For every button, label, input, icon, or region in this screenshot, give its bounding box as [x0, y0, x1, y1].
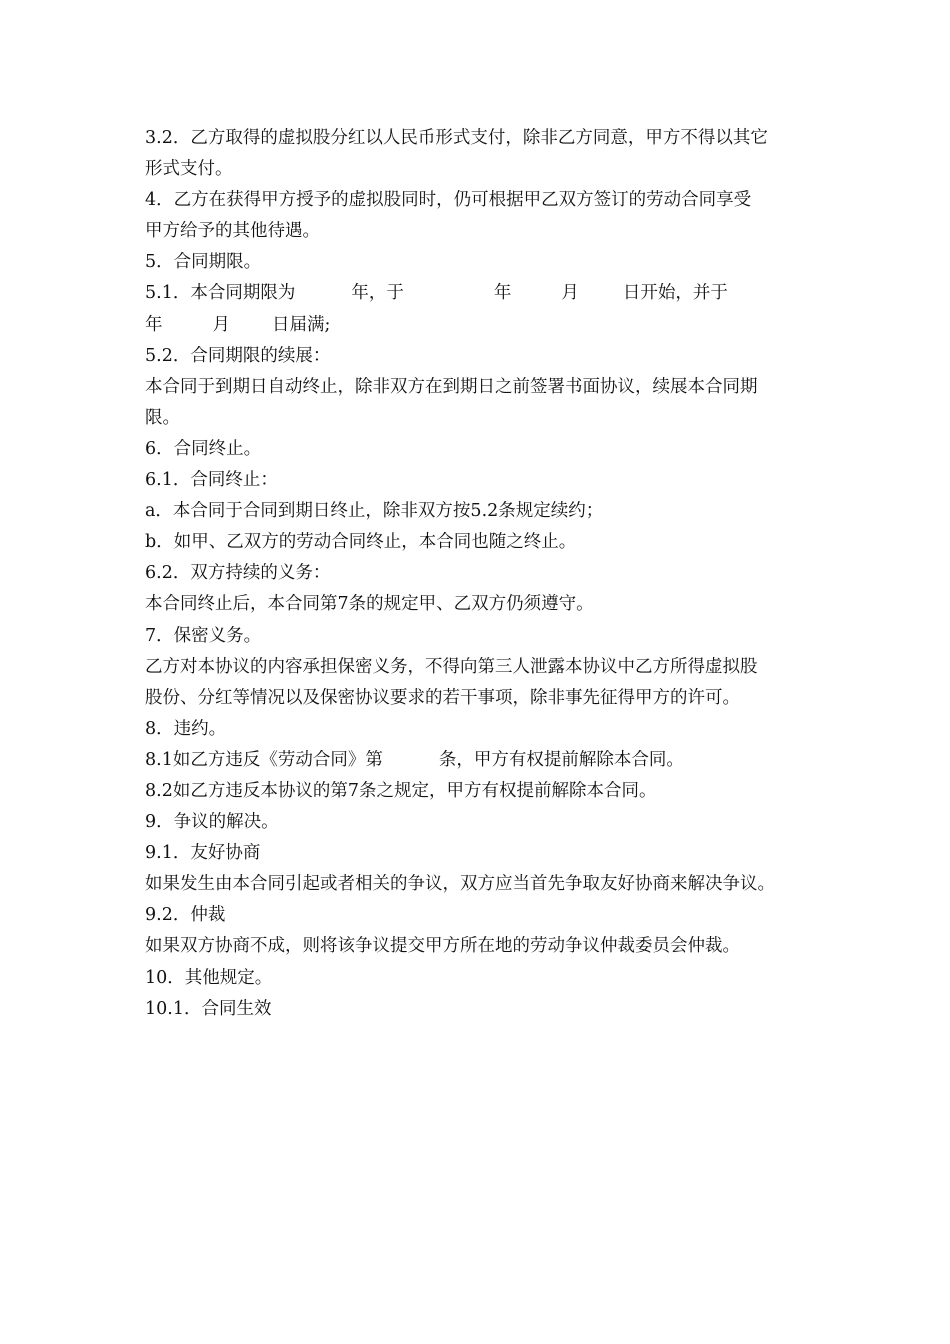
section-heading: 9．争议的解决。: [145, 812, 279, 833]
term-end-day: 日届满;: [272, 314, 331, 335]
paragraph-line: 9.2．仲裁: [145, 905, 226, 926]
paragraph-line: 如果发生由本合同引起或者相关的争议，双方应当首先争取友好协商来解决争议。: [145, 874, 775, 895]
term-prefix: 5.1．本合同期限为: [145, 283, 296, 304]
term-start-month: 月: [561, 283, 579, 304]
paragraph-line: 形式支付。: [145, 159, 233, 180]
paragraph-line: 3.2．乙方取得的虚拟股分红以人民币形式支付，除非乙方同意，甲方不得以其它: [145, 128, 768, 148]
document-page: [145, 123, 835, 1025]
term-end-year: 年: [145, 314, 163, 335]
paragraph-line: 如果双方协商不成，则将该争议提交甲方所在地的劳动争议仲裁委员会仲裁。: [145, 936, 740, 957]
section-heading: 8．违约。: [145, 718, 227, 739]
paragraph-line: 8.2如乙方违反本协议的第7条之规定，甲方有权提前解除本合同。: [145, 780, 657, 801]
section-heading: 6．合同终止。: [145, 438, 262, 459]
paragraph-line: 乙方对本协议的内容承担保密义务，不得向第三人泄露本协议中乙方所得虚拟股: [145, 656, 758, 677]
paragraph-line: a．本合同于合同到期日终止，除非双方按5.2条规定续约；: [145, 501, 604, 522]
breach-suffix: 条，甲方有权提前解除本合同。: [438, 749, 684, 770]
term-blank-years: 年，于: [351, 283, 404, 304]
paragraph-line: 9.1．友好协商: [145, 843, 261, 864]
term-start-day: 日开始，并于: [622, 283, 728, 304]
paragraph-line: 5.2．合同期限的续展：: [145, 345, 331, 366]
breach-prefix: 8.1如乙方违反《劳动合同》第: [145, 749, 383, 770]
term-start-year: 年: [493, 283, 512, 304]
paragraph-line: 4．乙方在获得甲方授予的虚拟股同时，仍可根据甲乙双方签订的劳动合同享受: [145, 190, 752, 211]
breach-clause-line: [145, 745, 835, 776]
paragraph-line: 6.1．合同终止：: [145, 470, 278, 491]
section-heading: 10．其他规定。: [145, 967, 273, 988]
paragraph-line: 限。: [145, 407, 180, 428]
paragraph-line: b．如甲、乙双方的劳动合同终止，本合同也随之终止。: [145, 532, 577, 553]
contract-term-end-line: [145, 310, 835, 341]
contract-term-line: [145, 278, 835, 309]
paragraph-line: 股份、分红等情况以及保密协议要求的若干事项，除非事先征得甲方的许可。: [145, 687, 740, 708]
term-end-month: 月: [212, 314, 230, 335]
paragraph-line: 甲方给予的其他待遇。: [145, 221, 320, 242]
paragraph-line: 本合同终止后，本合同第7条的规定甲、乙双方仍须遵守。: [145, 594, 594, 615]
section-heading: 7．保密义务。: [145, 625, 262, 646]
section-heading: 5．合同期限。: [145, 252, 262, 273]
paragraph-line: 本合同于到期日自动终止，除非双方在到期日之前签署书面协议，续展本合同期: [145, 376, 758, 397]
paragraph-line: 10.1．合同生效: [145, 998, 272, 1019]
paragraph-line: 6.2．双方持续的义务：: [145, 563, 331, 584]
